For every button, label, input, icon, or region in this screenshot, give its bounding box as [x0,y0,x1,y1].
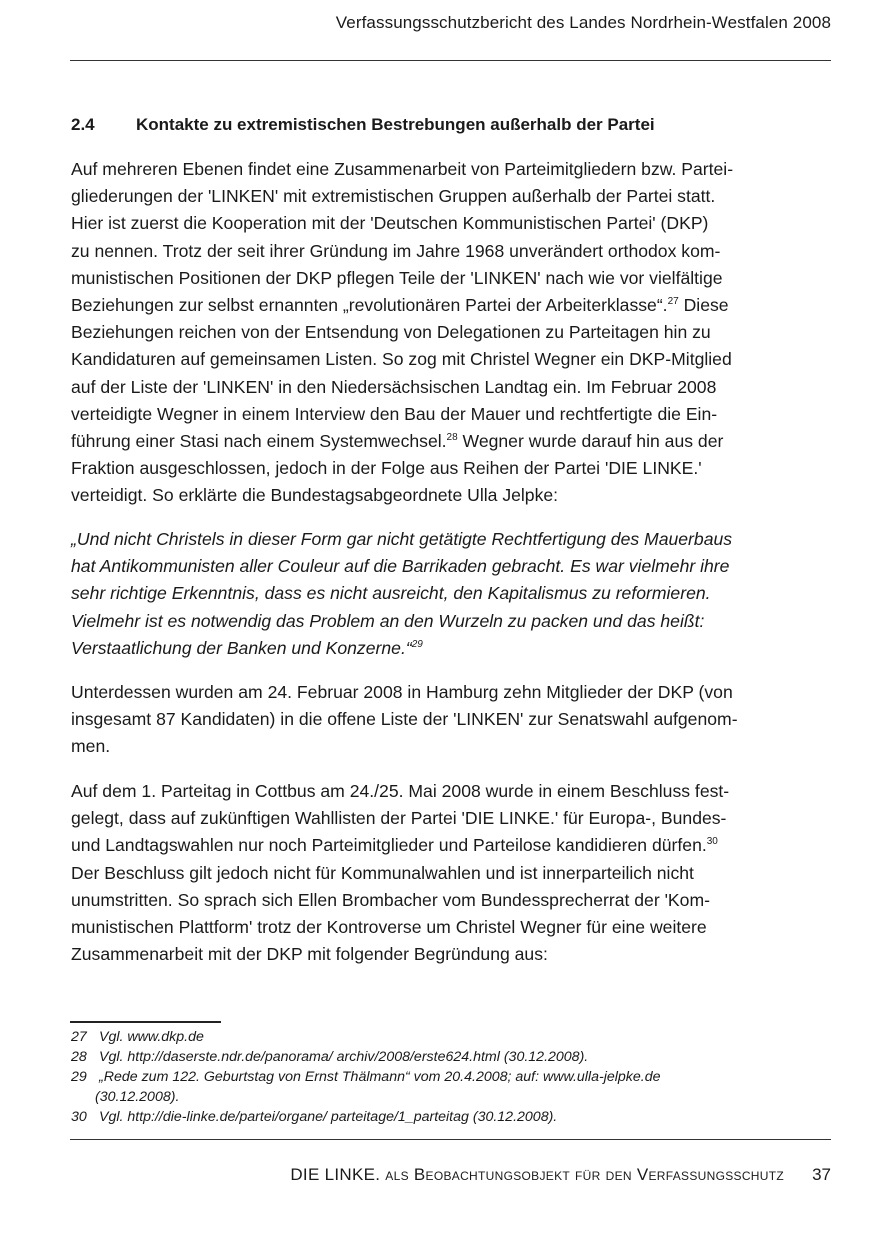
text-line: Auf dem 1. Parteitag in Cottbus am 24./25. Mai 2008 wurde in einem Beschluss fest- [71,781,730,801]
footnote-ref: 27 [667,295,679,307]
footnote-separator [70,1021,221,1023]
text-line: verteidigte Wegner in einem Interview den Bau der Mauer und rechtfertigte die Ein- [71,403,718,424]
text-line: Beziehungen reichen von der Entsendung von Delegationen zu Parteitagen hin zu [71,322,711,343]
paragraph-parteitag [71,778,841,968]
text-line: sehr richtige Erkenntnis, dass es nicht ausreicht, den Kapitalismus zu reformieren. [71,583,711,604]
text-line: Beziehungen zur selbst ernannten „revolutionären Partei der Arbeiterklasse“.$^{27}$ Diese [71,294,729,315]
text-line: Vielmehr ist es notwendig das Problem an den Wurzeln zu packen und das heißt: [71,610,705,631]
text-line: Fraktion ausgeschlossen, jedoch in der Folge aus Reihen der Partei 'DIE LINKE.' [71,458,702,479]
running-header: Verfassungsschutzbericht des Landes Nordrhein-Westfalen 2008 [335,13,831,32]
text-line: munistischen Positionen der DKP pflegen Teile der 'LINKEN' nach wie vor vielfältige [71,267,723,288]
section-number: 2.4 [71,115,95,134]
text-line: Zusammenarbeit mit der DKP mit folgender Begründung aus: [71,944,548,965]
header-rule [70,60,831,61]
text-line: Auf mehreren Ebenen findet eine Zusammenarbeit von Parteimitgliedern bzw. Partei- [71,159,734,179]
text-line: gelegt, dass auf zukünftigen Wahllisten der Partei 'DIE LINKE.' für Europa-, Bundes- [71,808,727,829]
text-line: gliederungen der 'LINKEN' mit extremistischen Gruppen außerhalb der Partei statt. [71,186,716,207]
section-title: Kontakte zu extremistischen Bestrebungen außerhalb der Partei [136,115,655,134]
text-line: auf der Liste der 'LINKEN' in den Niedersächsischen Landtag ein. Im Februar 2008 [71,376,717,397]
page-number: 37 [812,1165,831,1184]
text-line: men. [71,736,111,757]
text-line: hat Antikommunisten aller Couleur auf die Barrikaden gebracht. Es war vielmehr ihre [71,556,730,577]
footnote-ref: 29 [411,638,423,650]
footnote-30: 30 Vgl. http://die-linke.de/partei/organe/ parteitage/1_parteitag (30.12.2008). [71,1109,558,1125]
text-line: Der Beschluss gilt jedoch nicht für Kommunalwahlen und ist innerparteilich nicht [71,862,694,883]
text-line: führung einer Stasi nach einem Systemwechsel.$^{28}$ Wegner wurde darauf hin aus der [71,430,724,451]
text-line: insgesamt 87 Kandidaten) in die offene Liste der 'LINKEN' zur Senatswahl aufgenom- [71,709,738,730]
text-line: zu nennen. Trotz der seit ihrer Gründung im Jahre 1968 unverändert orthodox kom- [71,240,721,261]
text-line: unumstritten. So sprach sich Ellen Brombacher vom Bundessprecherrat der 'Kom- [71,889,710,910]
text-line: „Und nicht Christels in dieser Form gar nicht getätigte Rechtfertigung des Mauerbaus [71,529,733,549]
running-footer: DIE LINKE. als Beobachtungsobjekt für den Verfassungsschutz [290,1165,784,1184]
paragraph-hamburg [71,679,841,761]
text-line: Unterdessen wurden am 24. Februar 2008 in Hamburg zehn Mitglieder der DKP (von [71,682,733,702]
text-line: und Landtagswahlen nur noch Parteimitglieder und Parteilose kandidieren dürfen.$^{30}$ [71,835,718,856]
footer-rule [70,1139,831,1140]
footnote-28: 28 Vgl. http://daserste.ndr.de/panorama/ archiv/2008/erste624.html (30.12.2008). [71,1049,589,1065]
text-line: munistischen Plattform' trotz der Kontroverse um Christel Wegner für eine weitere [71,916,707,937]
text-line: verteidigt. So erklärte die Bundestagsabgeordnete Ulla Jelpke: [71,485,559,506]
text-line: Hier ist zuerst die Kooperation mit der 'Deutschen Kommunistischen Partei' (DKP) [71,213,709,234]
text-line: Verstaatlichung der Banken und Konzerne.“$^{29}$ [71,637,423,658]
footnote-ref: 30 [706,836,718,848]
footnote-ref: 28 [446,431,458,443]
footnotes [71,1027,831,1127]
text-line: Kandidaturen auf gemeinsamen Listen. So zog mit Christel Wegner ein DKP-Mitglied [71,349,732,370]
paragraph-intro [71,156,841,509]
footnote-27: 27 Vgl. www.dkp.de [71,1029,204,1045]
footnote-29-continued: (30.12.2008). [95,1089,180,1105]
paragraph-quote [71,526,841,662]
footnote-29: 29 „Rede zum 122. Geburtstag von Ernst Thälmann“ vom 20.4.2008; auf: www.ulla-jelpke.de [71,1069,661,1085]
section-heading [71,115,655,135]
